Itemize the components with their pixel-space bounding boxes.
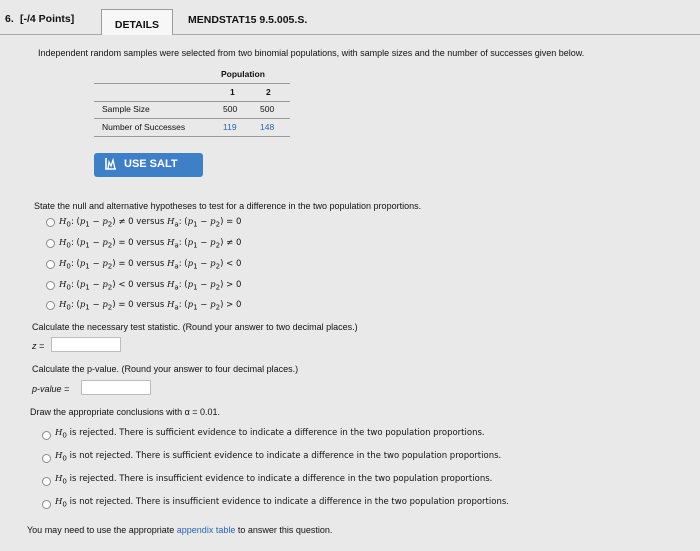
footer-before: You may need to use the appropriate	[27, 525, 177, 535]
details-button[interactable]: DETAILS	[101, 9, 173, 35]
table-subheader-row	[94, 84, 290, 102]
conclusion-prompt: Draw the appropriate conclusions with α = 0.01.	[30, 407, 221, 417]
hypothesis-radio[interactable]	[46, 239, 55, 248]
row-label: Sample Size	[102, 104, 150, 114]
footer-after: to answer this question.	[235, 525, 333, 535]
hypothesis-text: $H_0$: $(p_1 - p_2) = 0$ versus $H_a$: $(p_1 - p_2) < 0$	[59, 259, 242, 271]
header-divider-left	[0, 34, 101, 35]
footer-text	[27, 525, 332, 535]
hypothesis-radio[interactable]	[46, 301, 55, 310]
row-label: Number of Successes	[102, 122, 186, 132]
conclusion-text: $H_0$ is not rejected. There is sufficient evidence to indicate a difference in the two population proportions.	[55, 451, 502, 463]
test-stat-prompt: Calculate the necessary test statistic. (Round your answer to two decimal places.)	[32, 322, 358, 332]
p-value-input[interactable]	[81, 380, 151, 395]
salt-icon	[104, 156, 118, 172]
hypothesis-text: $H_0$: $(p_1 - p_2) \ne 0$ versus $H_a$: $(p_1 - p_2) = 0$	[59, 217, 242, 229]
hypothesis-text: $H_0$: $(p_1 - p_2) < 0$ versus $H_a$: $(p_1 - p_2) > 0$	[59, 280, 242, 292]
z-label: z =	[32, 341, 45, 351]
points-label: [-/4 Points]	[20, 13, 75, 25]
hypothesis-radio[interactable]	[46, 281, 55, 290]
table-header-row	[94, 66, 290, 84]
header-divider-right	[173, 34, 700, 35]
conclusion-radio[interactable]	[42, 477, 51, 486]
col-2-header: 2	[266, 87, 271, 97]
col-1-header: 1	[230, 87, 235, 97]
p-value-label: p-value =	[32, 384, 70, 394]
conclusion-text: $H_0$ is not rejected. There is insufficient evidence to indicate a difference in the two population proportions.	[55, 497, 509, 509]
use-salt-button[interactable]	[94, 153, 203, 177]
conclusion-radio[interactable]	[42, 431, 51, 440]
hypothesis-text: $H_0$: $(p_1 - p_2) = 0$ versus $H_a$: $(p_1 - p_2) \ne 0$	[59, 238, 242, 250]
row-value-1: 119	[223, 122, 237, 132]
question-number: 6.	[5, 13, 14, 25]
conclusion-text: $H_0$ is rejected. There is insufficient evidence to indicate a difference in the two population proportions.	[55, 474, 493, 486]
row-value-1: 500	[223, 104, 238, 114]
hypothesis-radio[interactable]	[46, 260, 55, 269]
appendix-table-link[interactable]: appendix table	[176, 525, 236, 535]
hypothesis-text: $H_0$: $(p_1 - p_2) = 0$ versus $H_a$: $(p_1 - p_2) > 0$	[59, 300, 242, 312]
table-row	[94, 101, 290, 119]
course-code: MENDSTAT15 9.5.005.S.	[188, 14, 308, 26]
table-row	[94, 119, 290, 137]
row-value-2: 148	[260, 122, 275, 132]
conclusion-radio[interactable]	[42, 454, 51, 463]
intro-text: Independent random samples were selected from two binomial populations, with sample sizes and the number of successes given below.	[38, 48, 585, 58]
hypothesis-radio[interactable]	[46, 218, 55, 227]
conclusion-text: $H_0$ is rejected. There is sufficient evidence to indicate a difference in the two population proportions.	[55, 428, 485, 440]
z-input[interactable]	[51, 337, 121, 352]
p-value-prompt: Calculate the p-value. (Round your answer to four decimal places.)	[32, 364, 299, 374]
hypothesis-prompt: State the null and alternative hypotheses to test for a difference in the two population proportions.	[34, 201, 422, 211]
population-header: Population	[221, 69, 265, 79]
use-salt-label: USE SALT	[124, 158, 178, 170]
row-value-2: 500	[260, 104, 275, 114]
conclusion-radio[interactable]	[42, 500, 51, 509]
